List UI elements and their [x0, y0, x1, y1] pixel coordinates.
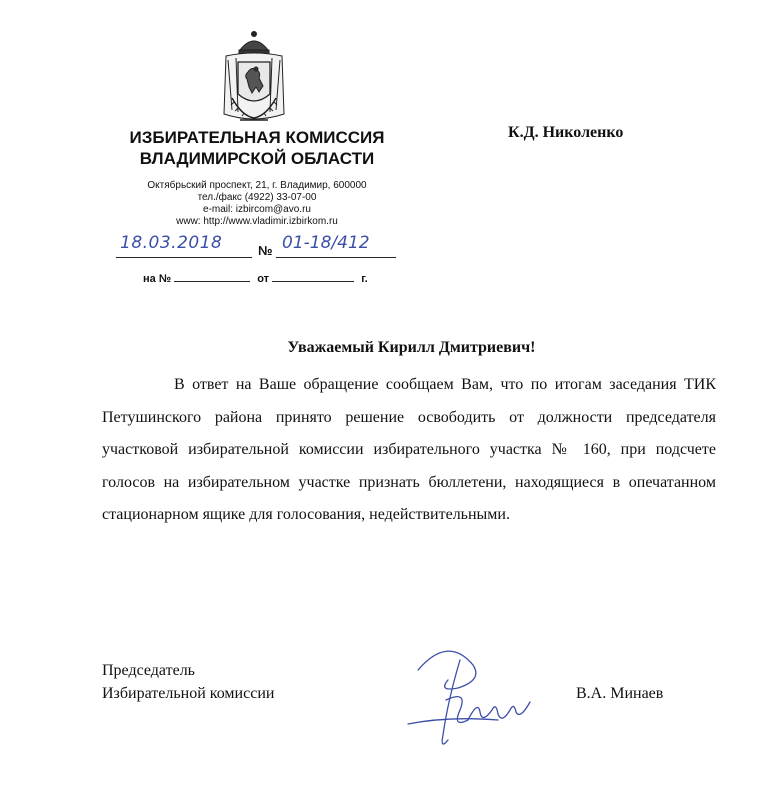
registration-date: 18.03.2018: [120, 233, 223, 253]
signer-position-line2: Избирательной комиссии: [102, 685, 275, 702]
reference-row: [143, 271, 368, 285]
ref-prefix: на №: [143, 273, 172, 285]
org-name-line2: ВЛАДИМИРСКОЙ ОБЛАСТИ: [139, 149, 375, 168]
date-underline: [116, 257, 252, 258]
signer-name: В.А. Минаев: [576, 685, 664, 702]
number-sign: №: [258, 243, 273, 258]
org-name-line1: ИЗБИРАТЕЛЬНАЯ КОМИССИЯ: [129, 128, 385, 147]
org-email: e-mail: izbircom@avo.ru: [203, 204, 311, 215]
ref-suffix: г.: [361, 273, 368, 285]
ref-from: от: [257, 273, 270, 285]
ref-date-blank: [272, 271, 354, 282]
coat-of-arms-icon: [218, 28, 290, 128]
number-underline: [276, 257, 396, 258]
letter-body-text: В ответ на Ваше обращение сообщаем Вам, что по итогам заседания ТИК Петушинского района принято решение освободить от должности председателя участковой избирательной комиссии избирательного участка № 160, при подсчете голосов на избирательном участке признать бюллетени, находящиеся в опечатанном стационарном ящике для голосования, недействительными.: [102, 376, 716, 523]
org-website: www: http://www.vladimir.izbirkom.ru: [176, 216, 338, 227]
registration-number: 01-18/412: [282, 233, 370, 253]
letter-body: [102, 369, 716, 532]
signer-position-line1: Председатель: [102, 662, 195, 679]
handwritten-signature-icon: [388, 640, 538, 752]
ref-number-blank: [174, 271, 250, 282]
recipient-name: К.Д. Николенко: [508, 124, 624, 141]
letter-greeting: Уважаемый Кирилл Дмитриевич!: [287, 339, 536, 356]
org-address: Октябрьский проспект, 21, г. Владимир, 600000: [147, 180, 367, 191]
org-phone: тел./факс (4922) 33-07-00: [197, 192, 317, 203]
